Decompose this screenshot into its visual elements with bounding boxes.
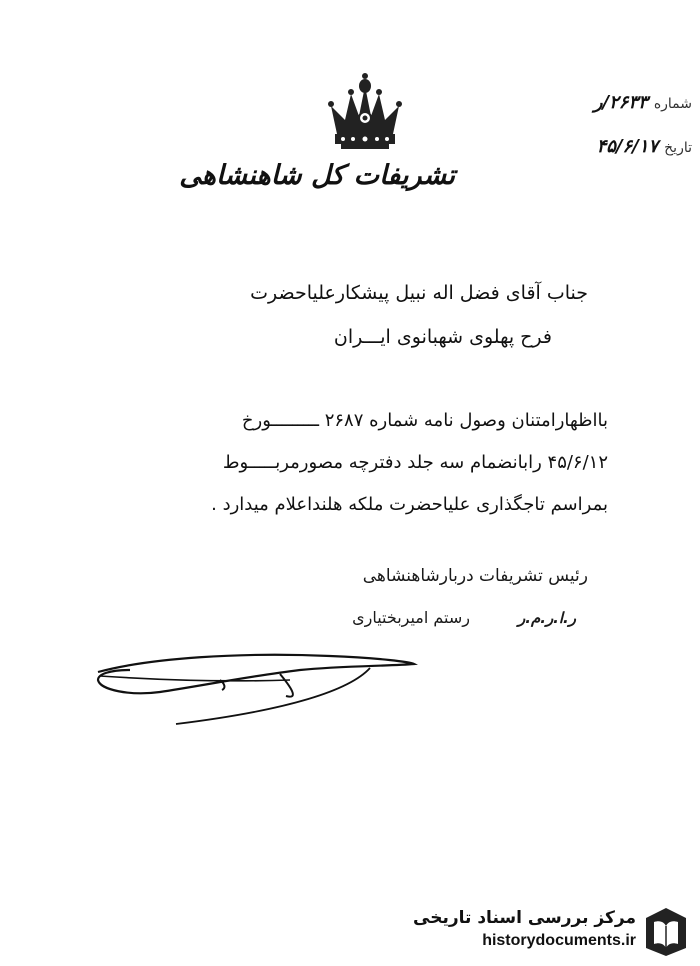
paragraph-line-2: ۴۵/۶/۱۲ رابانضمام سه جلد دفترچه مصورمربـــــوط <box>222 452 608 473</box>
archive-book-icon <box>642 904 690 958</box>
letterhead-title: تشریفات کل شاهنشاهی <box>179 160 455 191</box>
footer-org-name: مرکز بررسی اسناد تاریخی <box>413 908 636 928</box>
date-value: ۴۵/۶/۱۷ <box>596 136 659 157</box>
paragraph-line-3: بمراسم تاجگذاری علیاحضرت ملکه هلنداعلام میدارد . <box>211 494 608 515</box>
signatory-title: رئیس تشریفات دربارشاهنشاهی <box>362 566 588 586</box>
date-label: تاریخ <box>664 140 692 156</box>
number-value: ۲۶۳۳/ر <box>593 92 648 113</box>
footer-url: historydocuments.ir <box>482 932 636 949</box>
paragraph-line-1: بااظهارامتنان وصول نامه شماره ۲۶۸۷ ـــــــــورخ <box>241 410 608 431</box>
handwritten-signature <box>90 640 420 740</box>
address-line-1: جناب آقای فضل اله نبیل پیشکارعلیاحضرت <box>250 282 588 304</box>
signatory-name-row <box>352 608 576 627</box>
address-line-2: فرح پهلوی شهبانوی ایـــران <box>333 326 552 348</box>
number-label: شماره <box>653 96 692 112</box>
letter-number-row <box>594 92 692 113</box>
crown-emblem-icon <box>325 72 405 150</box>
archive-watermark <box>408 900 696 962</box>
signatory-name: رستم امیربختیاری <box>352 608 471 627</box>
letter-date-row <box>597 136 692 157</box>
handwritten-initials: ر.ا.ر.م.ر <box>518 609 576 627</box>
